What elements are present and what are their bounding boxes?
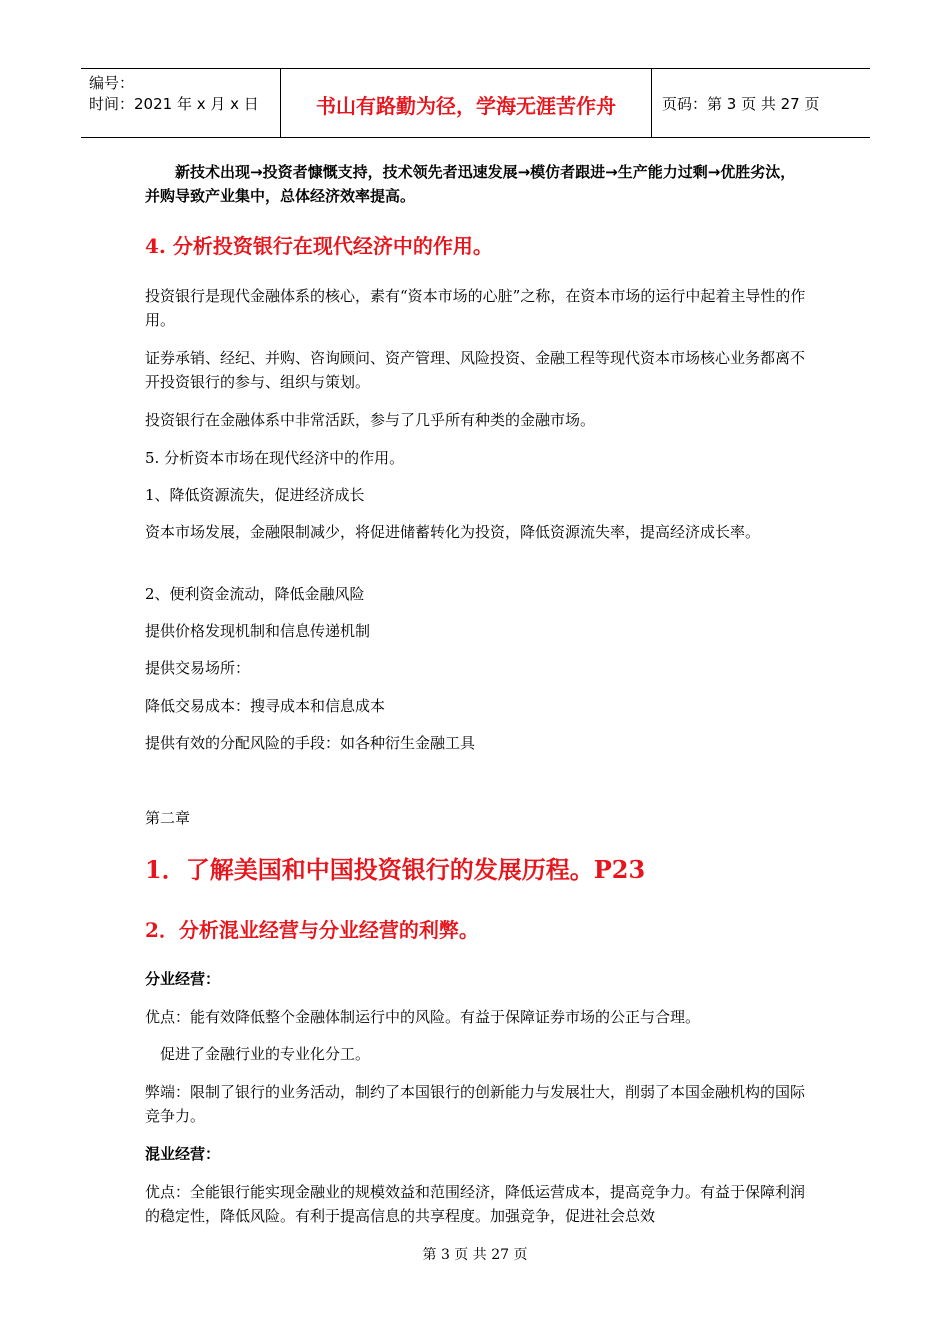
page-footer: 第 3 页 共 27 页 bbox=[422, 1247, 528, 1263]
mixed-ops-pros: 优点：全能银行能实现金融业的规模效益和范围经济，降低运营成本，提高竞争力。有益于保障利润的稳定性，降低风险。有利于提高信息的共享程度。加强竞争，促进社会总效 bbox=[145, 1183, 806, 1225]
ch2-q2-heading: 2．分析混业经营与分业经营的利弊。 bbox=[145, 918, 479, 942]
q4-paragraph-2: 证券承销、经纪、并购、咨询顾问、资产管理、风险投资、金融工程等现代资本市场核心业务都离不开投资银行的参与、组织与策划。 bbox=[145, 349, 806, 391]
separate-ops-pros-2: 促进了金融行业的专业化分工。 bbox=[160, 1045, 371, 1063]
ch2-q1-heading: 1．了解美国和中国投资银行的发展历程。P23 bbox=[145, 855, 646, 884]
q5-point-1: 1、降低资源流失，促进经济成长 bbox=[145, 486, 365, 504]
separate-ops-title: 分业经营： bbox=[145, 970, 221, 988]
header-meta-cell bbox=[81, 69, 281, 137]
number-label: 编号： bbox=[89, 74, 135, 92]
q5-point-1-text: 资本市场发展，金融限制减少，将促进储蓄转化为投资，降低资源流失率，提高经济成长率。 bbox=[145, 523, 761, 541]
q4-paragraph-3: 投资银行在金融体系中非常活跃，参与了几乎所有种类的金融市场。 bbox=[145, 411, 596, 429]
q5-line-a: 提供价格发现机制和信息传递机制 bbox=[145, 622, 371, 640]
motto: 书山有路勤为径，学海无涯苦作舟 bbox=[281, 69, 652, 137]
separate-ops-pros: 优点：能有效降低整个金融体制运行中的风险。有益于保障证券市场的公正与合理。 bbox=[145, 1008, 701, 1026]
q5-line-b: 提供交易场所： bbox=[145, 659, 251, 677]
date-line: 时间：2021 年 x 月 x 日 bbox=[89, 95, 259, 113]
q4-paragraph-1: 投资银行是现代金融体系的核心，素有“资本市场的心脏”之称，在资本市场的运行中起着主导性的作用。 bbox=[145, 287, 806, 329]
separate-ops-cons: 弊端：限制了银行的业务活动，制约了本国银行的创新能力与发展壮大，削弱了本国金融机构的国际竞争力。 bbox=[145, 1083, 806, 1125]
mixed-ops-title: 混业经营： bbox=[145, 1145, 221, 1163]
chapter-label: 第二章 bbox=[145, 809, 191, 827]
intro-paragraph: 新技术出现→投资者慷慨支持，技术领先者迅速发展→模仿者跟进→生产能力过剩→优胜劣汰，并购导致产业集中，总体经济效率提高。 bbox=[145, 163, 796, 205]
header-table bbox=[81, 68, 870, 138]
q5-line-c: 降低交易成本：搜寻成本和信息成本 bbox=[145, 697, 386, 715]
q4-heading: 4. 分析投资银行在现代经济中的作用。 bbox=[145, 234, 493, 258]
page-info: 页码：第 3 页 共 27 页 bbox=[662, 94, 820, 113]
q5-line-d: 提供有效的分配风险的手段：如各种衍生金融工具 bbox=[145, 734, 476, 752]
q5-point-2: 2、便利资金流动，降低金融风险 bbox=[145, 585, 365, 603]
q5-heading: 5. 分析资本市场在现代经济中的作用。 bbox=[145, 449, 405, 467]
